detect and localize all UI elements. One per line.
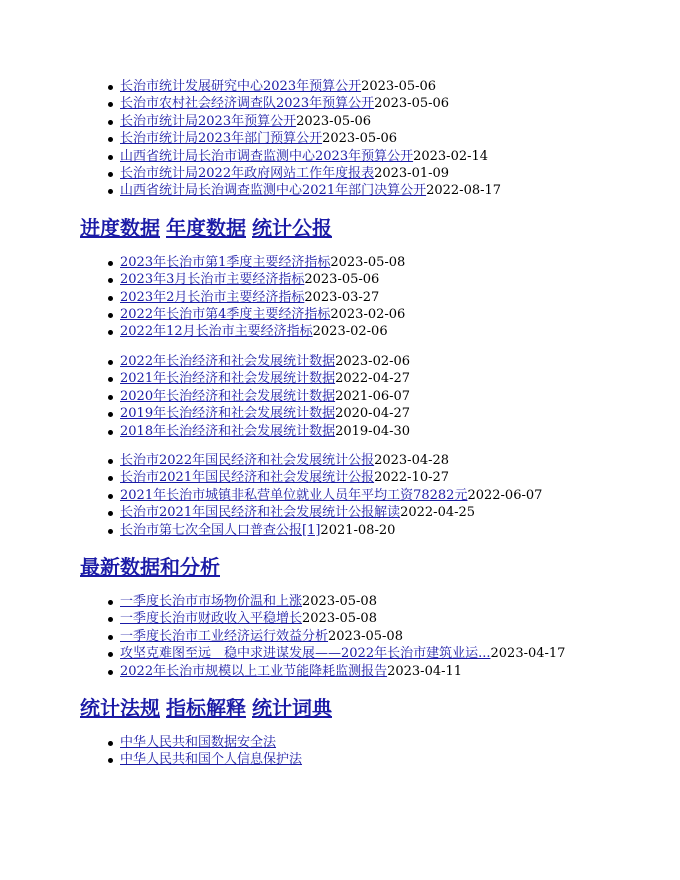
annual-link[interactable]: 2018年长治经济和社会发展统计数据 [120, 423, 336, 439]
date-label: 2023-05-06 [296, 113, 372, 129]
date-label: 2021-06-07 [335, 388, 411, 404]
notice-link[interactable]: 山西省统计局长治市调查监测中心2023年预算公开 [120, 148, 414, 164]
date-label: 2023-01-09 [374, 166, 450, 182]
list-item [120, 504, 680, 521]
date-label: 2022-04-25 [400, 505, 476, 521]
analysis-link[interactable]: 2022年长治市规模以上工业节能降耗监测报告 [120, 663, 388, 679]
list-item [120, 423, 680, 440]
progress-data-list [80, 254, 680, 341]
tab-statistical-dictionary[interactable]: 统计词典 [252, 695, 332, 720]
date-label: 2023-04-11 [387, 663, 463, 679]
list-item [120, 95, 680, 112]
tab-indicator-explanation[interactable]: 指标解释 [166, 695, 246, 720]
tab-annual-data[interactable]: 年度数据 [166, 215, 246, 240]
notice-link[interactable]: 长治市统计局2022年政府网站工作年度报表 [120, 166, 375, 182]
list-item [120, 452, 680, 469]
latest-analysis-list [80, 593, 680, 680]
annual-link[interactable]: 2022年长治经济和社会发展统计数据 [120, 353, 336, 369]
list-item [120, 645, 680, 662]
date-label: 2023-02-06 [312, 324, 388, 340]
regulation-link[interactable]: 中华人民共和国数据安全法 [120, 734, 277, 750]
progress-link[interactable]: 2022年12月长治市主要经济指标 [120, 324, 313, 340]
date-label: 2022-06-07 [467, 487, 543, 503]
progress-link[interactable]: 2022年长治市第4季度主要经济指标 [120, 307, 331, 323]
date-label: 2023-05-06 [322, 131, 398, 147]
progress-link[interactable]: 2023年2月长治市主要经济指标 [120, 289, 305, 305]
annual-link[interactable]: 2019年长治经济和社会发展统计数据 [120, 406, 336, 422]
date-label: 2023-05-06 [374, 96, 450, 112]
tab-progress-data[interactable]: 进度数据 [80, 215, 160, 240]
notice-link[interactable]: 长治市统计发展研究中心2023年预算公开 [120, 79, 362, 94]
annual-link[interactable]: 2020年长治经济和社会发展统计数据 [120, 388, 336, 404]
analysis-title-main: 2022年长治市建筑业运... [341, 646, 491, 662]
date-label: 2019-04-30 [335, 423, 411, 439]
list-item [120, 271, 680, 288]
regulation-link[interactable]: 中华人民共和国个人信息保护法 [120, 752, 303, 768]
annual-link[interactable]: 2021年长治经济和社会发展统计数据 [120, 371, 336, 387]
list-item [120, 113, 680, 130]
bulletin-list [80, 452, 680, 539]
list-item [120, 323, 680, 340]
list-item [120, 130, 680, 147]
tab-statistical-bulletin[interactable]: 统计公报 [252, 215, 332, 240]
date-label: 2020-04-27 [335, 406, 411, 422]
section-heading-regulations [80, 694, 680, 722]
list-item [120, 165, 680, 182]
list-item [120, 289, 680, 306]
list-item [120, 610, 680, 627]
list-item [120, 628, 680, 645]
progress-link[interactable]: 2023年3月长治市主要经济指标 [120, 272, 305, 288]
list-item [120, 405, 680, 422]
date-label: 2023-02-14 [413, 148, 489, 164]
date-label: 2022-10-27 [374, 470, 450, 486]
section-heading-data [80, 214, 680, 242]
regulations-list [80, 734, 680, 769]
bulletin-link[interactable]: 长治市2021年国民经济和社会发展统计公报解读 [120, 505, 401, 521]
list-item [120, 353, 680, 370]
list-item [120, 522, 680, 539]
bulletin-link[interactable]: 长治市第七次全国人口普查公报[1] [120, 522, 321, 538]
date-label: 2022-08-17 [426, 183, 502, 199]
bulletin-link[interactable]: 2021年长治市城镇非私营单位就业人员年平均工资78282元 [120, 487, 468, 503]
notice-link[interactable]: 长治市统计局2023年预算公开 [120, 113, 297, 129]
list-item [120, 663, 680, 680]
list-item [120, 182, 680, 199]
date-label: 2023-04-17 [490, 646, 566, 662]
analysis-link[interactable]: 一季度长治市工业经济运行效益分析 [120, 628, 329, 644]
date-label: 2023-05-08 [302, 611, 377, 627]
list-item [120, 148, 680, 165]
date-label: 2023-04-28 [374, 452, 450, 468]
list-item [120, 734, 680, 751]
date-label: 2023-02-06 [330, 307, 406, 323]
date-label: 2023-03-27 [304, 289, 380, 305]
date-label: 2023-05-08 [328, 628, 403, 644]
date-label: 2022-04-27 [335, 371, 411, 387]
list-item [120, 306, 680, 323]
annual-data-list [80, 353, 680, 440]
date-label: 2023-02-06 [335, 353, 411, 369]
list-item [120, 78, 680, 95]
analysis-link[interactable]: 一季度长治市财政收入平稳增长 [120, 611, 303, 627]
list-item [120, 370, 680, 387]
section-heading-latest [80, 553, 680, 581]
notice-link[interactable]: 长治市统计局2023年部门预算公开 [120, 131, 323, 147]
date-label: 2021-08-20 [320, 522, 396, 538]
tab-statistical-regulations[interactable]: 统计法规 [80, 695, 160, 720]
date-label: 2023-05-06 [361, 79, 437, 94]
list-item [120, 593, 680, 610]
list-item [120, 254, 680, 271]
notice-link[interactable]: 长治市农村社会经济调查队2023年预算公开 [120, 96, 375, 112]
analysis-link[interactable]: 一季度长治市市场物价温和上涨 [120, 593, 303, 609]
list-item [120, 751, 680, 768]
analysis-link[interactable] [120, 646, 491, 661]
progress-link[interactable]: 2023年长治市第1季度主要经济指标 [120, 254, 331, 270]
list-item [120, 388, 680, 405]
date-label: 2023-05-06 [304, 272, 380, 288]
list-item [120, 487, 680, 504]
bulletin-link[interactable]: 长治市2021年国民经济和社会发展统计公报 [120, 470, 375, 486]
notice-link[interactable]: 山西省统计局长治调查监测中心2021年部门决算公开 [120, 183, 427, 199]
date-label: 2023-05-08 [302, 593, 377, 609]
analysis-title-prefix: 攻坚克难图至远 稳中求进谋发展—— [120, 646, 342, 662]
date-label: 2023-05-08 [330, 254, 406, 270]
latest-data-analysis-link[interactable]: 最新数据和分析 [80, 554, 220, 579]
list-item [120, 469, 680, 486]
notice-list [80, 78, 680, 200]
bulletin-link[interactable]: 长治市2022年国民经济和社会发展统计公报 [120, 452, 375, 468]
